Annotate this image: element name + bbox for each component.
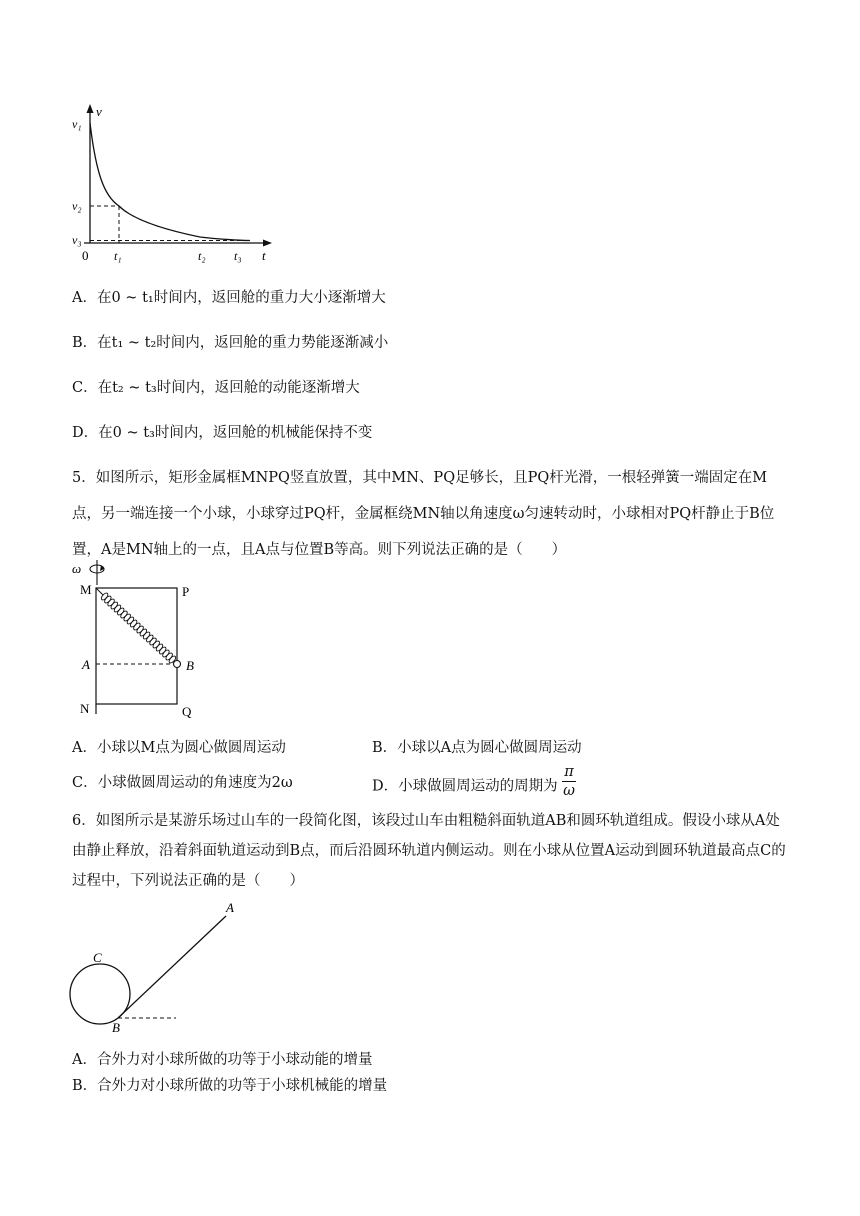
origin-label: 0 <box>82 248 89 263</box>
q5-option-d[interactable] <box>372 764 576 800</box>
q6-option-a[interactable]: A．合外力对小球所做的功等于小球动能的增量 <box>72 1052 373 1068</box>
velocity-time-graph <box>70 98 280 268</box>
q5-option-c[interactable]: C．小球做圆周运动的角速度为2ω <box>72 775 293 791</box>
v2-label: v₂ <box>72 199 82 213</box>
q4-option-d[interactable]: D．在0 ~ t₃时间内，返回舱的机械能保持不变 <box>72 425 373 441</box>
label-b: B <box>186 658 194 673</box>
label-a: A <box>226 900 234 915</box>
q5-option-d-text: D．小球做圆周运动的周期为 <box>372 778 558 795</box>
t3-label: t₃ <box>234 249 242 263</box>
v3-label: v₃ <box>72 233 82 247</box>
period-fraction <box>562 763 576 800</box>
t2-label: t₂ <box>198 249 206 263</box>
spring <box>96 588 103 595</box>
label-b: B <box>112 1020 120 1035</box>
t-axis-label: t <box>262 248 266 263</box>
label-p: P <box>182 584 190 599</box>
q6-rollercoaster-figure <box>62 896 252 1036</box>
omega-label: ω <box>72 561 82 576</box>
q5-stem: 5．如图所示，矩形金属框MNPQ竖直放置，其中MN、PQ足够长，且PQ杆光滑，一根轻弹簧一端固定在M点，另一端连接一个小球，小球穿过PQ杆，金属框绕MN轴以角速度ω匀速转动时，小球相对PQ杆静止于B位置，A是MN轴上的一点，且A点与位置B等高。则下列说法正确的是（ ） <box>72 470 775 558</box>
q4-option-b[interactable]: B．在t₁ ~ t₂时间内，返回舱的重力势能逐渐减小 <box>72 335 389 351</box>
t-axis-arrow <box>263 240 272 247</box>
q5-option-b[interactable]: B．小球以A点为圆心做圆周运动 <box>372 740 582 756</box>
v-axis-label: v <box>96 104 102 119</box>
q4-option-c[interactable]: C．在t₂ ~ t₃时间内，返回舱的动能逐渐增大 <box>72 380 360 396</box>
fraction-denominator: ω <box>563 783 575 799</box>
fraction-numerator: π <box>564 764 574 780</box>
q6-option-b[interactable]: B．合外力对小球所做的功等于小球机械能的增量 <box>72 1078 388 1094</box>
v1-label: v₁ <box>72 117 82 131</box>
label-q: Q <box>182 704 192 718</box>
q5-option-a[interactable]: A．小球以M点为圆心做圆周运动 <box>72 740 286 756</box>
q4-option-a[interactable]: A．在0 ~ t₁时间内，返回舱的重力大小逐渐增大 <box>72 290 386 306</box>
label-a: A <box>82 657 90 672</box>
q6-stem: 6．如图所示是某游乐场过山车的一段简化图，该段过山车由粗糙斜面轨道AB和圆环轨道组成。假设小球从A处由静止释放，沿着斜面轨道运动到B点，而后沿圆环轨道内侧运动。则在小球从位置A运动到圆环轨道最高点C的过程中，下列说法正确的是（ ） <box>72 813 786 889</box>
spring-coils <box>100 592 177 664</box>
velocity-curve <box>90 123 250 241</box>
v-axis-arrow <box>87 104 94 113</box>
label-m: M <box>80 582 92 597</box>
ball <box>174 661 181 668</box>
label-c: C <box>93 950 102 965</box>
t1-label: t₁ <box>114 249 122 263</box>
label-n: N <box>80 701 90 716</box>
q5-frame-figure <box>70 558 210 718</box>
incline-track <box>118 916 226 1018</box>
